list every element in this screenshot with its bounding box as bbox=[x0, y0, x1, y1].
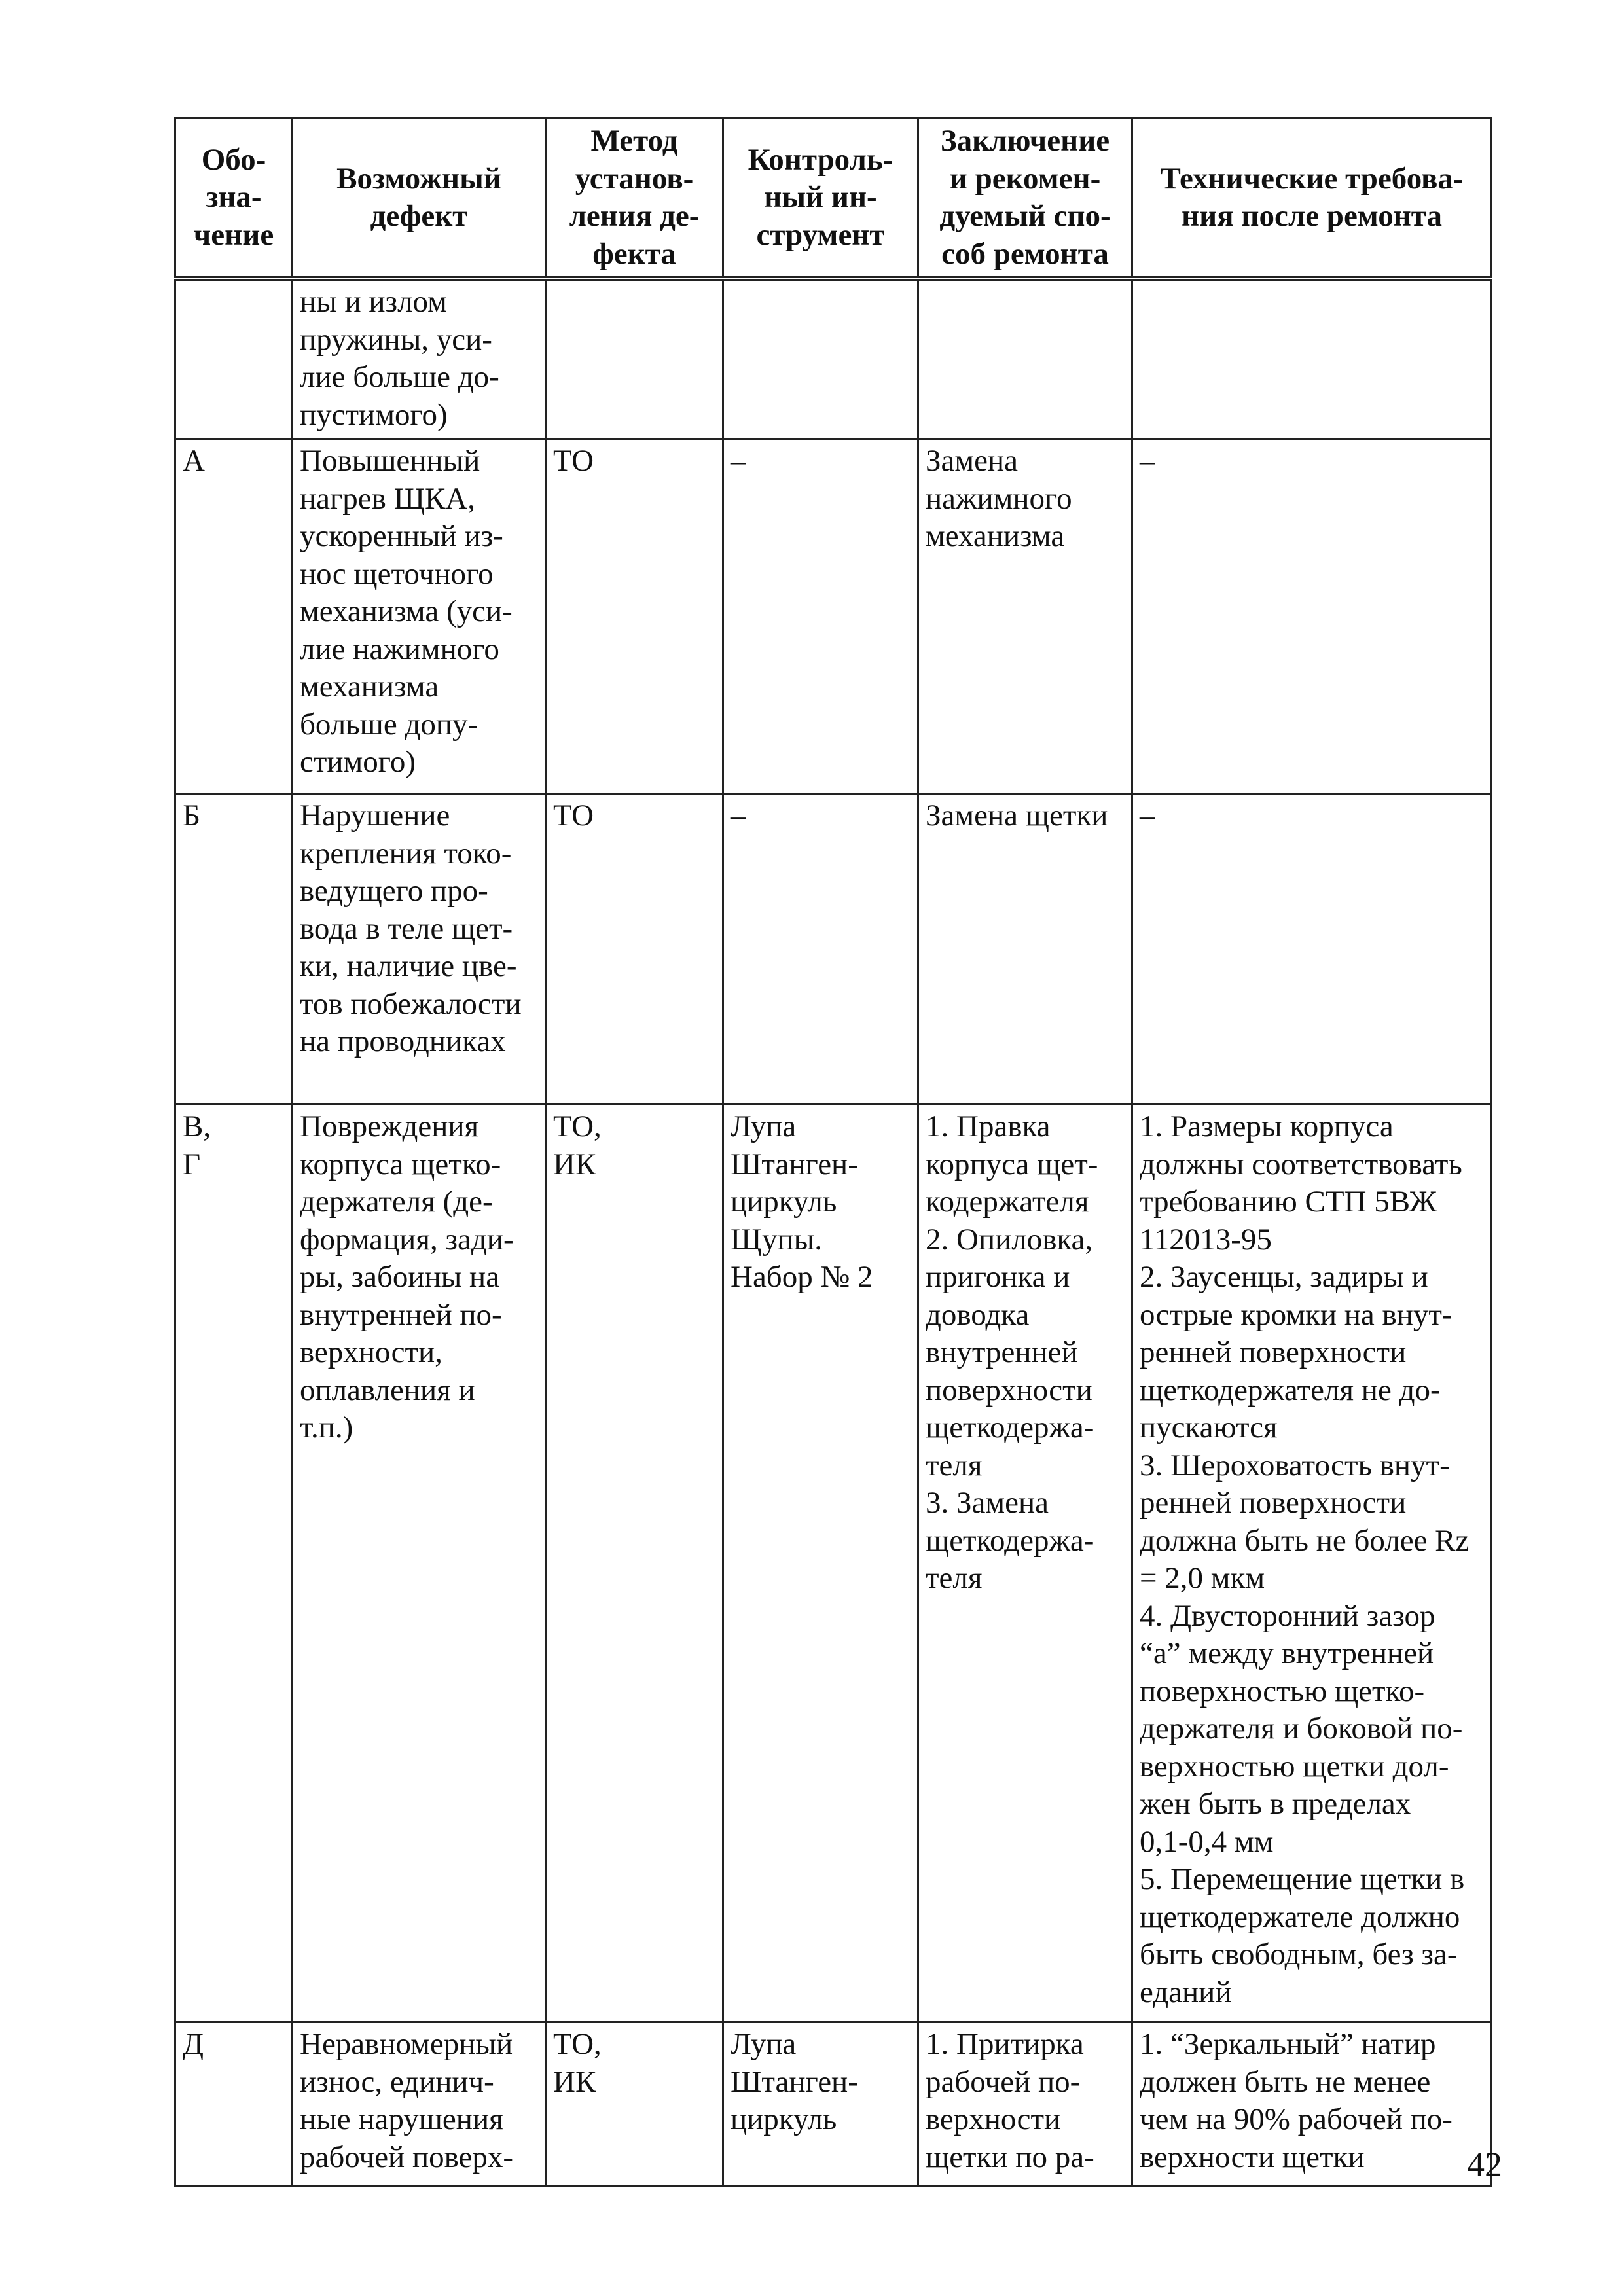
cell-instrument: Лупа Штанген- циркуль bbox=[723, 2022, 918, 2186]
cell-designation bbox=[175, 279, 293, 439]
cell-requirements: 1. Размеры корпуса должны соответствовать требованию СТП 5ВЖ 112013-95 2. Заусенцы, задиры и острые кромки на внут- ренней поверхности щеткодержателя не до- пускаются 3. Шероховатость внут- ренней поверхности должна быть не более Rz = 2,0 мкм 4. Двусторонний зазор “а” между внутренней поверхностью щетко- держателя и боковой по- верхностью щетки дол- жен быть в пределах 0,1-0,4 мм 5. Перемещение щетки в щеткодержателе должно быть свободным, без за- еданий bbox=[1132, 1105, 1492, 2022]
table-row bbox=[175, 1105, 1492, 2022]
table-row bbox=[175, 2022, 1492, 2186]
cell-defect: Повышенный нагрев ЩКА, ускоренный из- нос щеточного механизма (уси- лие нажимного механизма больше допу- стимого) bbox=[293, 439, 546, 794]
cell-defect: ны и излом пружины, уси- лие больше до- пустимого) bbox=[293, 279, 546, 439]
table-row bbox=[175, 279, 1492, 439]
cell-method: ТО, ИК bbox=[546, 2022, 723, 2186]
header-requirements: Технические требова- ния после ремонта bbox=[1132, 118, 1492, 279]
table-body bbox=[175, 279, 1492, 2186]
cell-requirements: 1. “Зеркальный” натир должен быть не менее чем на 90% рабочей по- верхности щетки bbox=[1132, 2022, 1492, 2186]
cell-designation: А bbox=[175, 439, 293, 794]
cell-requirements: – bbox=[1132, 794, 1492, 1105]
header-method: Метод установ- ления де- фекта bbox=[546, 118, 723, 279]
cell-instrument: – bbox=[723, 439, 918, 794]
cell-method: ТО bbox=[546, 794, 723, 1105]
cell-instrument: Лупа Штанген- циркуль Щупы. Набор № 2 bbox=[723, 1105, 918, 2022]
cell-method: ТО bbox=[546, 439, 723, 794]
cell-instrument: – bbox=[723, 794, 918, 1105]
cell-instrument bbox=[723, 279, 918, 439]
cell-repair: Замена нажимного механизма bbox=[918, 439, 1132, 794]
cell-method bbox=[546, 279, 723, 439]
cell-method: ТО, ИК bbox=[546, 1105, 723, 2022]
cell-designation: Б bbox=[175, 794, 293, 1105]
cell-requirements: – bbox=[1132, 439, 1492, 794]
header-designation: Обо- зна- чение bbox=[175, 118, 293, 279]
table-row bbox=[175, 439, 1492, 794]
cell-designation: В, Г bbox=[175, 1105, 293, 2022]
cell-repair bbox=[918, 279, 1132, 439]
cell-defect: Повреждения корпуса щетко- держателя (де- формация, зади- ры, забоины на внутренней по- верхности, оплавления и т.п.) bbox=[293, 1105, 546, 2022]
header-instrument: Контроль- ный ин- струмент bbox=[723, 118, 918, 279]
defects-table bbox=[174, 117, 1492, 2187]
cell-designation: Д bbox=[175, 2022, 293, 2186]
header-repair: Заключение и рекомен- дуемый спо- соб ремонта bbox=[918, 118, 1132, 279]
header-row bbox=[175, 118, 1492, 279]
cell-defect: Нарушение крепления токо- ведущего про- вода в теле щет- ки, наличие цве- тов побежалости на проводниках bbox=[293, 794, 546, 1105]
cell-repair: Замена щетки bbox=[918, 794, 1132, 1105]
cell-repair: 1. Притирка рабочей по- верхности щетки по ра- bbox=[918, 2022, 1132, 2186]
page-number: 42 bbox=[1467, 2145, 1502, 2184]
cell-repair: 1. Правка корпуса щет- кодержателя 2. Опиловка, пригонка и доводка внутренней поверхности щеткодержа- теля 3. Замена щеткодержа- теля bbox=[918, 1105, 1132, 2022]
header-defect: Возможный дефект bbox=[293, 118, 546, 279]
table-header bbox=[175, 118, 1492, 279]
cell-requirements bbox=[1132, 279, 1492, 439]
table-row bbox=[175, 794, 1492, 1105]
cell-defect: Неравномерный износ, единич- ные нарушения рабочей поверх- bbox=[293, 2022, 546, 2186]
